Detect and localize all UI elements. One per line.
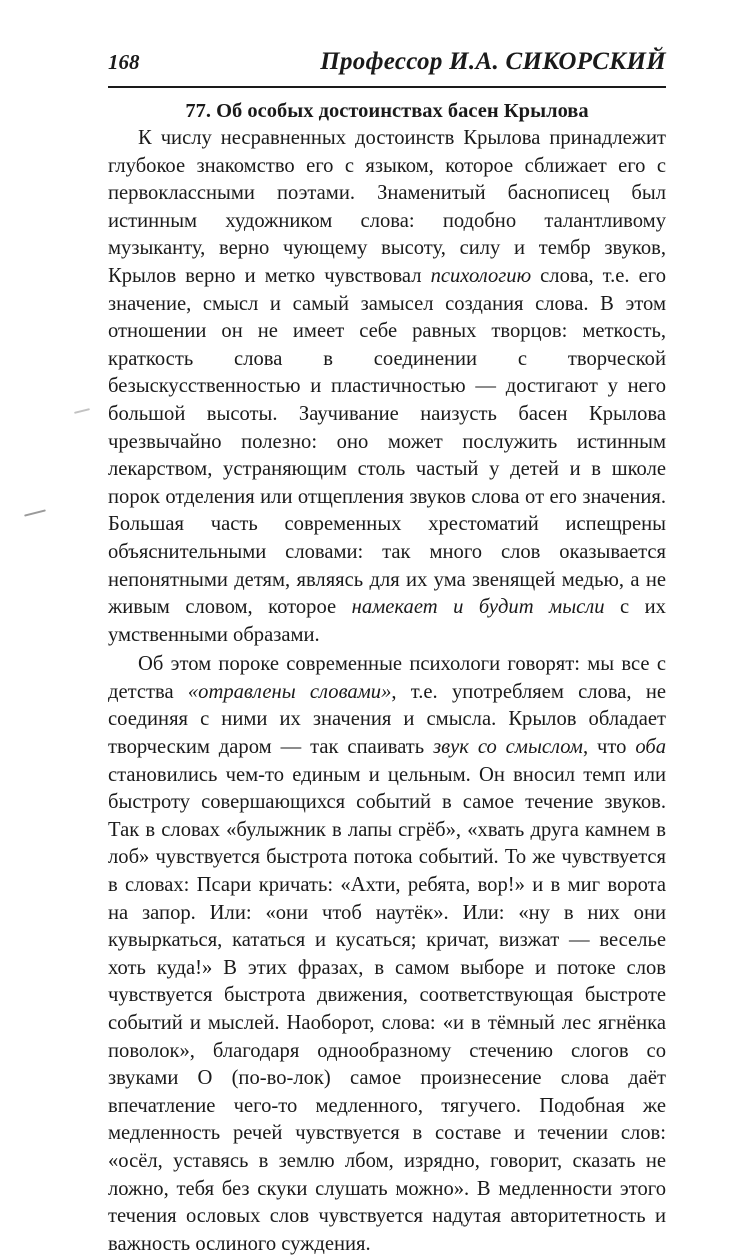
section-heading: 77. Об особых достоинствах басен Крылова [185,100,589,122]
text-run: слова, т.е. его значение, смысл и самый замысел создания слова. В этом отношении он не имеет себе равных творцов: меткость, краткость слова в соединении с творческой безыскусственностью и пластичностью — достигают у него большой высоты. Заучивание наизусть басен Крылова чрезвычайно полезно: оно может послужить истинным лекарством, устраняющим столь частый у детей и в школе порок отделения или отщепления звуков слова от его значения. Большая часть современных хрестоматий испещрены объяснительными словами: так много слов оказывается непонятными детям, являясь для их ума звенящей медью, а не живым словом, которое [108,264,666,619]
text-run: , т.е. употребляем слова, не соединяя с ними их значения и смысла. Крылов обладает творческим даром — так спаивать [108,680,666,759]
paragraph [108,651,666,1258]
page-header [108,46,666,88]
italic-emphasis: оба [635,736,667,759]
italic-emphasis: намекает и будит мысли [351,596,605,619]
italic-emphasis: «отравлены словами» [187,680,392,703]
paragraph [108,125,666,649]
text-run: , что [582,736,636,759]
body-text [108,125,666,1258]
text-run: Об этом пороке современные психологи говорят: мы все с детства [108,653,666,703]
margin-pencil-mark [24,509,46,516]
running-title: Профессор И.А. СИКОРСКИЙ [320,48,666,75]
text-run: К числу несравненных достоинств Крылова принадлежит глубокое знакомство его с языком, которое сближает его с первоклассными поэтами. Знаменитый баснописец был истинным художником слова: подобно талантливому музыканту, верно чующему высоту, силу и тембр звуков, Крылов верно и метко чувствовал [108,127,666,287]
italic-emphasis: звук со смыслом [433,736,583,759]
text-run: становились чем-то единым и цельным. Он вносил темп или быстроту совершающихся событий в самое течение звуков. Так в словах «булыжник в лапы сгрёб», «хвать друга камнем в лоб» чувствуется быстрота потока событий. То же чувствуется в словах: Псари кричать: «Ахти, ребята, вор!» и в миг ворота на запор. Или: «они чтоб наутёк». Или: «ну в них они кувыркаться, кататься и кусаться; кричат, визжат — веселье хоть куда!» В этих фразах, в самом выборе и потоке слов чувствуется быстрота движения, соответствующая быстроте событий и мыслей. Наоборот, слова: «и в тёмный лес ягнёнка поволок», благодаря однообразному стечению слогов со звуками О (по-во-лок) самое произнесение слова даёт впечатление чего-то медленного, тягучего. Подобная же медленность речей чувствуется в составе и течении слов: «осёл, уставясь в землю лбом, изрядно, говорит, сказать не ложно, тебя без скуки слушать можно». В медленности этого течения ословых слов чувствуется надутая авторитетность и важность ослиного суждения. [108,763,666,1255]
page-number: 168 [108,50,140,74]
italic-emphasis: психологию [430,264,532,287]
text-run: с их умственными образами. [108,596,666,646]
margin-pencil-mark [74,408,90,414]
